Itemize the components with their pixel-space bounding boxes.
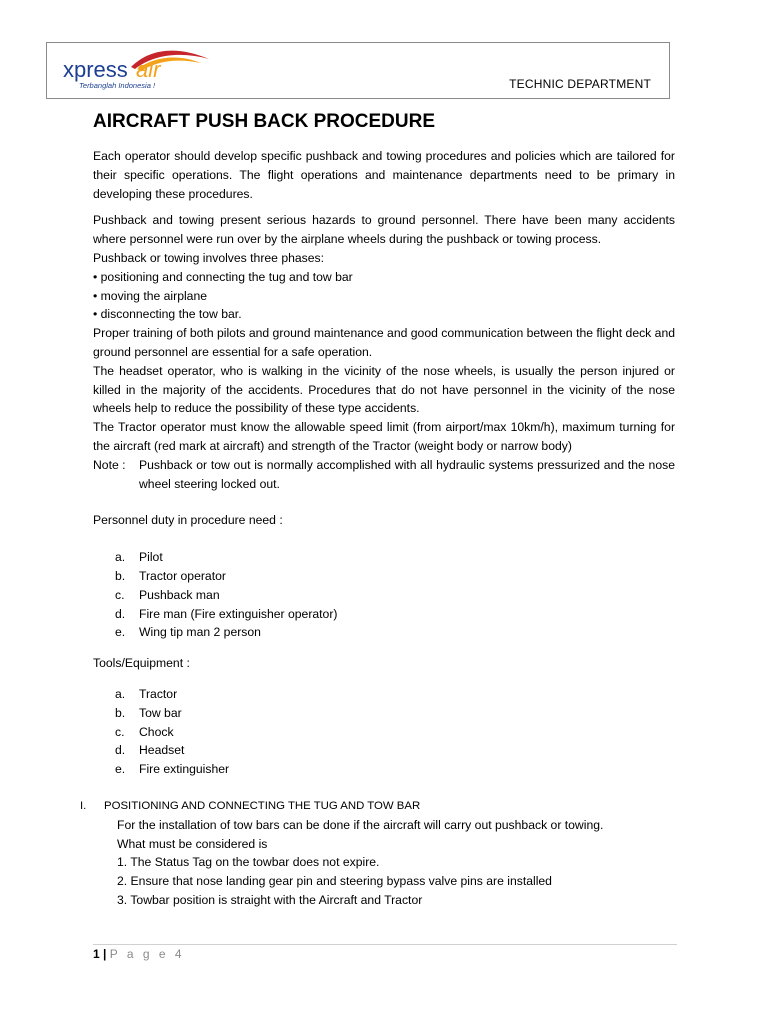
section-line: For the installation of tow bars can be done if the aircraft will carry out pushback or towing. [117, 817, 604, 832]
section-body [93, 816, 675, 910]
page-label: P a g e 4 [109, 947, 185, 961]
list-item: c. Pushback man [115, 587, 220, 602]
logo-tagline: Terbanglah Indonesia ! [79, 81, 156, 90]
note-block [93, 456, 675, 494]
document-body [80, 147, 676, 910]
training-paragraph: Proper training of both pilots and ground maintenance and good communication between the flight deck and ground personnel are essential for a safe operation. [93, 326, 676, 359]
page-footer [93, 947, 185, 961]
section-heading [80, 797, 675, 816]
logo-text-air: air [136, 57, 161, 82]
list-item: e. Fire extinguisher [115, 762, 230, 777]
section-number: I. [80, 799, 87, 812]
list-item: c. Chock [115, 724, 174, 739]
intro-paragraph: Each operator should develop specific pushback and towing procedures and policies which are tailored for their specific operations. The flight operations and maintenance departments need to be primary in developing these procedures. [93, 149, 675, 201]
phase-item: • positioning and connecting the tug and tow bar [93, 269, 353, 284]
note-label: Note : [93, 457, 126, 472]
tools-list [93, 685, 675, 779]
tractor-paragraph: The Tractor operator must know the allowable speed limit (from airport/max 10km/h), maximum turning for the aircraft (red mark at aircraft) and strength of the Tractor (weight body or narrow body) [93, 420, 675, 453]
hazards-paragraph: Pushback and towing present serious hazards to ground personnel. There have been many accidents where personnel were run over by the airplane wheels during the pushback or towing process. [93, 213, 675, 247]
list-item: b. Tractor operator [115, 568, 226, 583]
headset-paragraph: The headset operator, who is walking in the vicinity of the nose wheels, is usually the person injured or killed in the majority of the accidents. Procedures that do not have personnel in the vicinity of the nose wheels help to reduce the possibility of these type accidents. [93, 363, 675, 416]
page-title: AIRCRAFT PUSH BACK PROCEDURE [93, 111, 436, 132]
logo-text-xpress: xpress [63, 57, 128, 82]
footer-divider [93, 944, 677, 945]
xpressair-logo [61, 47, 211, 91]
section-line: 1. The Status Tag on the towbar does not expire. [117, 855, 380, 870]
section-line: What must be considered is [117, 836, 268, 851]
list-item: b. Tow bar [115, 705, 182, 720]
note-text: Pushback or tow out is normally accomplished with all hydraulic systems pressurized and the nose wheel steering locked out. [139, 457, 675, 491]
phase-item: • moving the airplane [93, 288, 208, 303]
list-item: a. Pilot [115, 550, 163, 565]
list-item: e. Wing tip man 2 person [115, 625, 261, 640]
letterhead [46, 42, 670, 99]
list-item: d. Headset [115, 743, 185, 758]
phases-intro: Pushback or towing involves three phases: [93, 250, 325, 265]
section-title: POSITIONING AND CONNECTING THE TUG AND TOW BAR [104, 799, 421, 812]
section-line: 2. Ensure that nose landing gear pin and steering bypass valve pins are installed [117, 874, 552, 889]
section-line: 3. Towbar position is straight with the Aircraft and Tractor [117, 892, 423, 907]
department-label: TECHNIC DEPARTMENT [509, 77, 651, 91]
list-item: a. Tractor [115, 686, 178, 701]
list-item: d. Fire man (Fire extinguisher operator) [115, 606, 338, 621]
page-number: 1 [93, 947, 100, 961]
tools-heading: Tools/Equipment : [93, 656, 190, 671]
phase-item: • disconnecting the tow bar. [93, 307, 242, 322]
personnel-heading: Personnel duty in procedure need : [93, 513, 283, 528]
personnel-list [93, 548, 675, 642]
footer-separator: | [103, 947, 107, 961]
